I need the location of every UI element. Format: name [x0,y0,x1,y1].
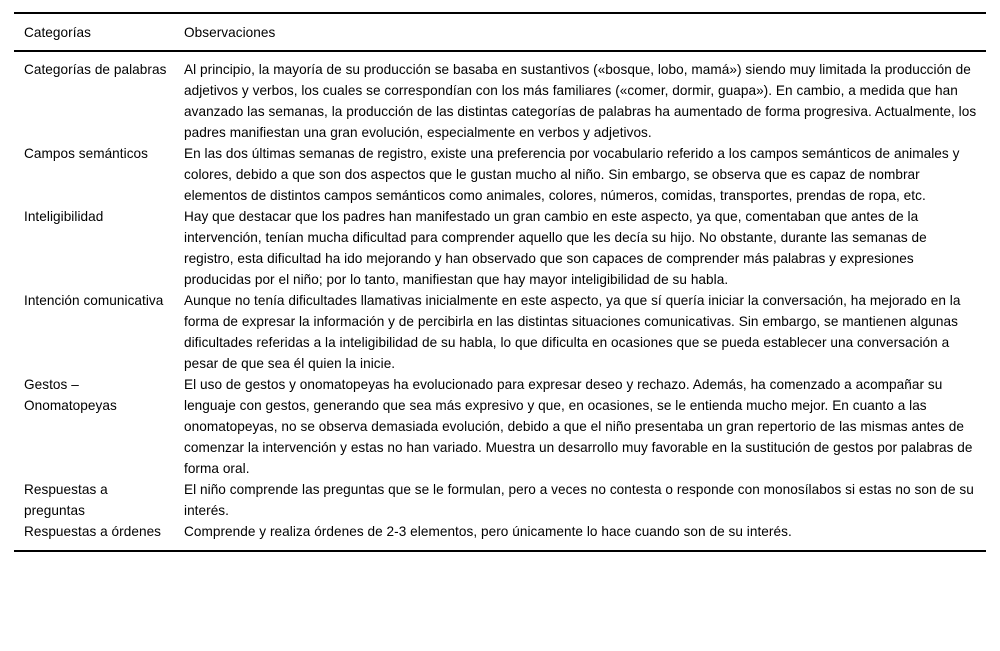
table-row [14,206,986,290]
row-observation: Al principio, la mayoría de su producción se basaba en sustantivos («bosque, lobo, mamá») siendo muy limitada la producción de adjetivos y verbos, los cuales se correspondían con los más familiares («comer, dormir, guapa»). En cambio, a medida que han avanzado las semanas, la producción de las distintas categorías de palabras ha aumentado de forma progresiva. Actualmente, los padres manifiestan una gran evolución, especialmente en verbos y adjetivos. [184,62,977,140]
observations-table-body [14,52,986,550]
table-header [14,14,986,50]
row-category: Respuestas a preguntas [24,482,108,518]
table-row [14,374,986,479]
column-header-observaciones: Observaciones [184,24,276,40]
table-row [14,290,986,374]
observations-table-container [14,12,986,552]
observations-table [14,14,986,50]
table-row [14,521,986,550]
row-observation: Hay que destacar que los padres han manifestado un gran cambio en este aspecto, ya que, comentaban que antes de la intervención, tenían mucha dificultad para comprender aquello que les decía su hijo. No obstante, durante las semanas de registro, esta dificultad ha ido mejorando y han observado que son capaces de comprender más palabras y expresiones producidas por el niño; por lo tanto, manifiestan que hay mayor inteligibilidad de su habla. [184,209,927,287]
row-category: Respuestas a órdenes [24,524,162,539]
table-row [14,143,986,206]
column-header-categorias: Categorías [24,24,91,40]
table-header-row [14,14,986,50]
row-observation: Comprende y realiza órdenes de 2-3 elementos, pero únicamente lo hace cuando son de su interés. [184,524,792,539]
row-observation: En las dos últimas semanas de registro, existe una preferencia por vocabulario referido a los campos semánticos de animales y colores, debido a que son dos aspectos que le gustan mucho al niño. Sin embargo, se observa que es capaz de nombrar elementos de distintos campos semánticos como animales, colores, números, comidas, transportes, prendas de ropa, etc. [184,146,960,203]
row-category: Gestos – Onomatopeyas [24,377,117,413]
table-body [14,52,986,550]
row-observation: Aunque no tenía dificultades llamativas inicialmente en este aspecto, ya que sí quería iniciar la conversación, ha mejorado en la forma de expresar la información y de percibirla en las distintas situaciones comunicativas. Sin embargo, se mantienen algunas dificultades referidas a la inteligibilidad de su habla, lo que dificulta en ocasiones que se pueda establecer una conversación a pesar de que sea él quien la inicie. [184,293,961,371]
row-category: Inteligibilidad [24,209,104,224]
table-row [14,52,986,143]
row-category: Categorías de palabras [24,62,167,77]
row-category: Intención comunicativa [24,293,164,308]
table-bottom-rule [14,550,986,552]
row-observation: El uso de gestos y onomatopeyas ha evolucionado para expresar deseo y rechazo. Además, ha comenzado a acompañar su lenguaje con gestos, generando que sea más expresivo y que, en ocasiones, se le entienda mucho mejor. En cuanto a las onomatopeyas, no se observa demasiada evolución, debido a que el niño presentaba un gran repertorio de las mismas antes de comenzar la intervención y estas no han variado. Muestra un desarrollo muy favorable en la sustitución de gestos por palabras de forma oral. [184,377,973,476]
table-row [14,479,986,521]
row-observation: El niño comprende las preguntas que se le formulan, pero a veces no contesta o responde con monosílabos si estas no son de su interés. [184,482,974,518]
row-category: Campos semánticos [24,146,148,161]
